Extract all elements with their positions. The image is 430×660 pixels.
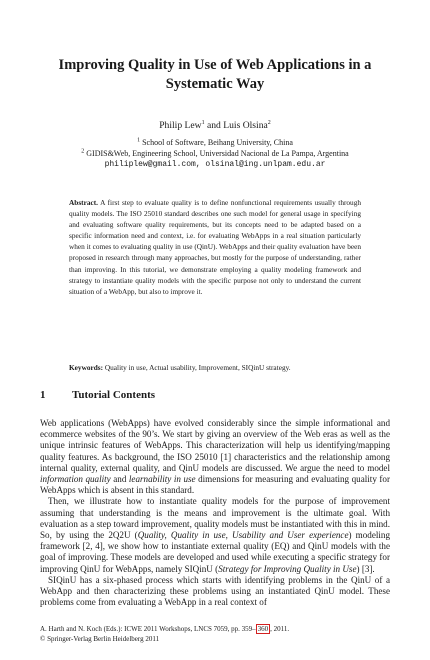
author-2-affil-mark: 2 (267, 119, 271, 126)
keywords (69, 362, 361, 373)
paragraph-2 (40, 496, 390, 574)
abstract-label: Abstract. (69, 198, 98, 207)
paragraph-1-emph-1: information quality (40, 474, 111, 485)
body-text (40, 418, 390, 608)
paragraph-2-text-c: ) [3]. (356, 563, 375, 574)
author-emails: philiplew@gmail.com, olsinal@ing.unlpam.edu.ar (104, 160, 326, 169)
paragraph-2-emph-1: Quality, Quality in use, Usability and User experience (137, 530, 349, 541)
title-line-2: Systematic Way (165, 76, 265, 92)
affiliation-1 (20, 138, 410, 148)
section-number: 1 (40, 389, 46, 401)
author-line (0, 120, 430, 131)
author-1: Philip Lew (159, 120, 202, 131)
paragraph-1-emph-2: learnability in use (128, 474, 196, 485)
author-2: Luis Olsina (223, 120, 268, 131)
abstract (69, 197, 361, 297)
affiliation-1-mark: 1 (137, 137, 141, 144)
author-1-affil-mark: 1 (201, 119, 205, 126)
paragraph-1-text-a: Web applications (WebApps) have evolved considerably since the simple informational and ecommerce websites of the 90’s. We start by giving an overview of the Web eras as well as the unique intrinsic features of WebApps. This characterization will help us identifying/mapping quality features. As background, the ISO 25010 [1] characteristics and the relationship among internal quality, external quality, and QinU models are discussed. We argue the need to model (40, 418, 390, 473)
section-title: Tutorial Contents (72, 389, 156, 401)
paragraph-2-emph-2: Strategy for Improving Quality in Use (218, 563, 357, 574)
affiliation-1-text: School of Software, Beihang University, China (140, 138, 293, 147)
keywords-label: Keywords: (69, 363, 104, 372)
affiliation-2 (20, 149, 410, 159)
paragraph-3: SIQinU has a six-phased process which starts with identifying problems in the QinU of a WebApp and then characterizing these problems using an instantiated QinU model. These problems come from evaluating a WebApp in a real context of (40, 574, 390, 608)
abstract-text: A first step to evaluate quality is to define nonfunctional requirements usually through quality models. The ISO 25010 standard describes one such model for general usage in specifying and evaluating software quality requirements, but its concepts need to be adapted based on a specific information need and context, i.e. for evaluating WebApps in a real situation particularly when it comes to evaluating quality in use (QinU). WebApps and their quality evaluation have been proposed in research through many approaches, but mostly for the purpose of understanding, rather than improving. In this tutorial, we demonstrate employing a quality modeling framework and strategy to instantiate quality models with the specific purpose not only to understand the current situation of a WebApp, but also to improve it. (69, 198, 361, 296)
citation-year: , 2011. (270, 625, 290, 633)
section-heading (40, 389, 390, 401)
copyright-line: © Springer-Verlag Berlin Heidelberg 2011 (40, 635, 160, 643)
title-line-1: Improving Quality in Use of Web Applications in a (58, 57, 372, 73)
paragraph-2-text-b: ) modeling framework [2, 4], we show how to instantiate external quality (EQ) and QinU models with the goal of improving. These models are developed and used while executing a specific strategy for improving QinU for WebApps, namely SIQinU ( (40, 530, 390, 574)
citation-text: A. Harth and N. Koch (Eds.): ICWE 2011 Workshops, LNCS 7059, pp. 359– (40, 625, 256, 633)
paragraph-2-text-a: Then, we illustrate how to instantiate quality models for the purpose of improvement assuming that understanding is the means and improvement is the ultimate goal. With evaluation as a step toward improvement, quality models must be instantiated with this in mind. So, by using the 2Q2U ( (40, 496, 390, 541)
page-number-link[interactable]: 360 (257, 625, 269, 633)
keywords-text: Quality in use, Actual usability, Improvement, SIQinU strategy. (103, 363, 291, 372)
paragraph-1-text-c: dimensions for measuring and evaluating quality for WebApps which is absent in this standard. (40, 474, 390, 496)
citation-line (40, 624, 390, 634)
paper-title (40, 56, 390, 94)
author-conjunction: and (204, 120, 224, 131)
paragraph-1 (40, 418, 390, 496)
affiliation-2-text: GIDIS&Web, Engineering School, Universidad Nacional de La Pampa, Argentina (84, 149, 349, 158)
page-footer (40, 624, 390, 644)
affiliation-2-mark: 2 (81, 148, 85, 155)
paragraph-1-text-b: and (110, 474, 129, 485)
